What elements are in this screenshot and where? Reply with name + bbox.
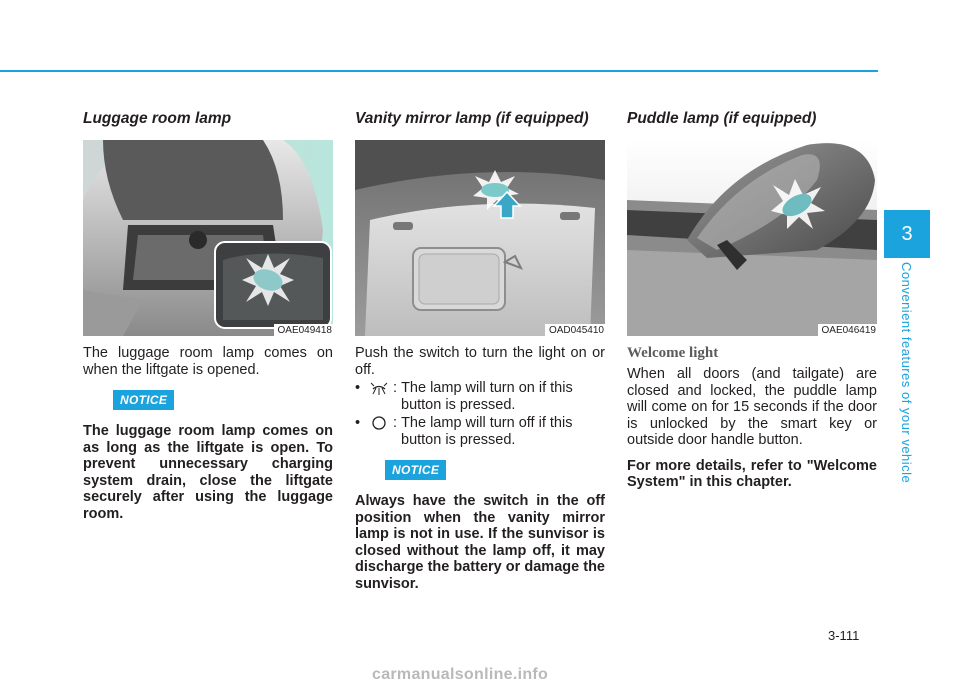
watermark: carmanualsonline.info — [372, 666, 549, 683]
section-title: Luggage room lamp — [83, 110, 232, 127]
bullet-text-cont: button is pressed. — [401, 396, 516, 413]
lamp-off-icon — [365, 415, 393, 448]
notice-text: Always have the switch in the off position when the vanity mirror lamp is not in use. If the sunvisor is closed without the lamp off, it may discharge the battery or damage the sunvisor. — [355, 493, 605, 592]
body-text: When all doors (and tailgate) are closed and locked, the puddle lamp will come on for 15 seconds if the door is unlocked by the smart key or outside door handle button. — [627, 366, 877, 448]
section-luggage-room-lamp — [83, 110, 333, 522]
luggage-lamp-illustration — [83, 140, 333, 336]
notice-text: The luggage room lamp comes on as long as the liftgate is open. To prevent unnecessary charging system drain, close the liftgate securely after using the luggage room. — [83, 423, 333, 522]
subheading: Welcome light — [627, 345, 719, 361]
section-title: Vanity mirror lamp (if equipped) — [355, 110, 589, 127]
page-number: 3-111 — [828, 628, 860, 643]
lamp-on-icon — [365, 380, 393, 413]
bullet-lamp-off: • : The lamp will turn off if this button is pressed. — [355, 415, 605, 448]
chapter-title: Convenient features of your vehicle — [899, 262, 914, 484]
chapter-tab — [884, 210, 960, 510]
section-vanity-mirror-lamp — [355, 110, 605, 592]
section-title: Puddle lamp (if equipped) — [627, 110, 817, 127]
body-text: The luggage room lamp comes on when the liftgate is opened. — [83, 345, 333, 378]
vanity-lamp-illustration — [355, 140, 605, 336]
notice-badge: NOTICE — [385, 460, 446, 480]
bullet-text: The lamp will turn on if this — [401, 380, 573, 396]
figure-code: OAD045410 — [545, 324, 605, 336]
chapter-number: 3 — [884, 210, 930, 258]
notice-badge: NOTICE — [113, 390, 174, 410]
puddle-lamp-illustration — [627, 140, 877, 336]
bullet-text: The lamp will turn off if this — [401, 415, 573, 431]
vanity-lamp-figure — [355, 140, 605, 336]
figure-code: OAE046419 — [818, 324, 878, 336]
figure-code: OAE049418 — [274, 324, 334, 336]
puddle-lamp-figure — [627, 140, 877, 336]
bullet-lamp-on: • : The lamp will turn on if this button is pressed. — [355, 380, 605, 413]
bullet-text-cont: button is pressed. — [401, 431, 516, 448]
header-rule — [0, 70, 878, 72]
section-puddle-lamp — [627, 110, 877, 491]
body-text: Push the switch to turn the light on or off. — [355, 345, 605, 378]
reference-text: For more details, refer to "Welcome System" in this chapter. — [627, 457, 877, 490]
luggage-lamp-figure — [83, 140, 333, 336]
